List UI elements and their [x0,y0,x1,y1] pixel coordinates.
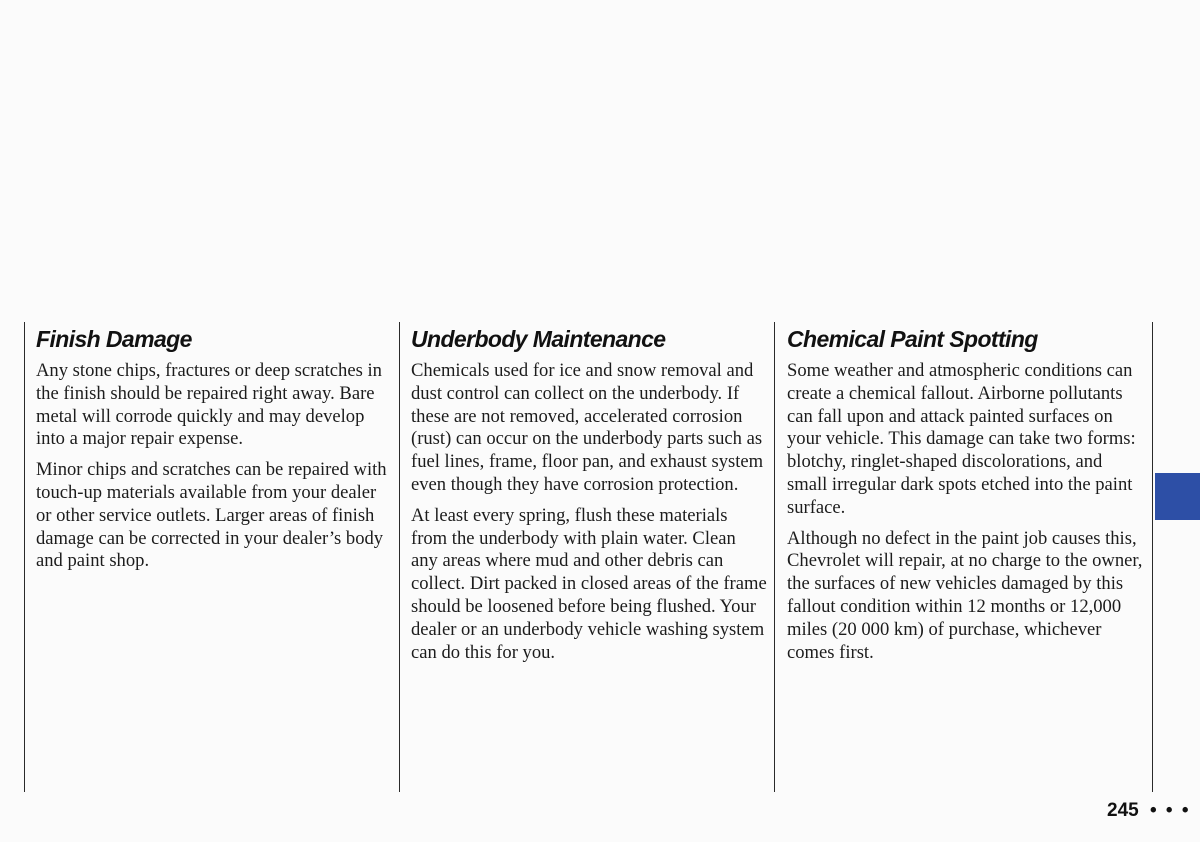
column-rule-middle-2 [774,322,775,792]
section-heading: Underbody Maintenance [411,326,666,352]
column-rule-right [1152,322,1153,792]
page-dots: • • • [1150,800,1191,821]
section-paragraph: Minor chips and scratches can be repaired with touch-up materials available from your dealer or other service outlets. Larger areas of finish damage can be corrected in your dealer’s body and paint shop. [36,459,387,572]
column-rule-middle-1 [399,322,400,792]
section-paragraph: At least every spring, flush these materials from the underbody with plain water. Clean any areas where mud and other debris can collect. Dirt packed in closed areas of the frame should be loosened before being flushed. Your dealer or an underbody vehicle washing system can do this for you. [411,504,767,663]
column-rule-left [24,322,25,792]
section-finish-damage [36,324,388,581]
section-paragraph: Some weather and atmospheric conditions can create a chemical fallout. Airborne pollutants can fall upon and attack painted surfaces on your vehicle. This damage can take two forms: blotchy, ringlet-shaped discolorations, and small irregular dark spots etched into the paint surface. [787,360,1136,518]
section-heading: Chemical Paint Spotting [787,326,1038,352]
section-tab-marker [1155,473,1200,520]
section-paragraph: Chemicals used for ice and snow removal and dust control can collect on the underbody. If these are not removed, accelerated corrosion (rust) can occur on the underbody parts such as fuel lines, frame, floor pan, and exhaust system even though they have corrosion protection. [411,360,764,495]
section-underbody-maintenance [411,324,767,672]
section-paragraph: Any stone chips, fractures or deep scratches in the finish should be repaired right away. Bare metal will corrode quickly and may develop into a major repair expense. [36,360,382,450]
page-number: 245 [1107,800,1139,821]
section-heading: Finish Damage [36,326,192,352]
section-chemical-paint-spotting [787,324,1143,672]
section-paragraph: Although no defect in the paint job causes this, Chevrolet will repair, at no charge to the owner, the surfaces of new vehicles damaged by this fallout condition within 12 months or 12,000 miles (20 000 km) of purchase, whichever comes first. [787,527,1143,663]
